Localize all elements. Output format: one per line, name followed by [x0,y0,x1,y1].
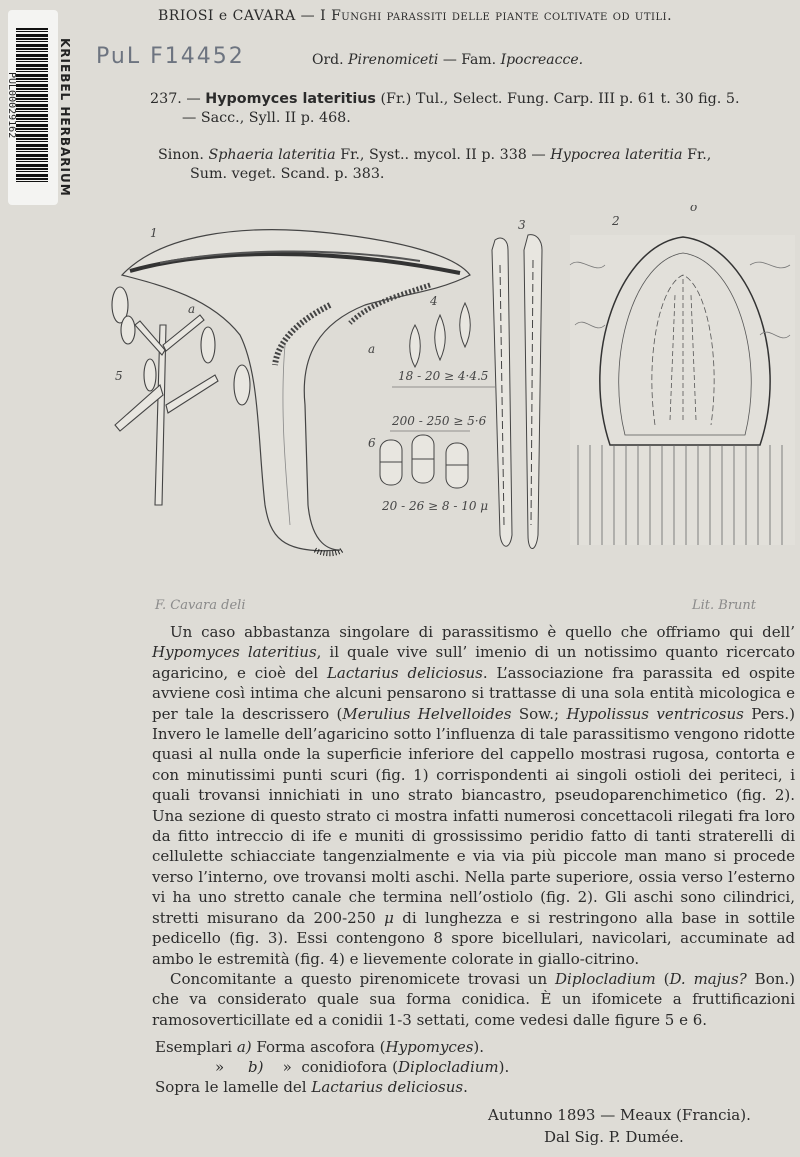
synonym-1-citation: Fr., Syst.. mycol. II p. 338 — [340,147,546,163]
text-run: , il quale vive sull’ imenio di un notissimo quanto ricercato agaricino, e cioè del [152,643,795,682]
italic-run: D. majus? [669,969,747,988]
ditto-mark-1: » [215,1058,225,1076]
synonyms [158,146,794,184]
species-name: Hypomyces lateritius [205,91,376,107]
specimen-b-close: ). [498,1058,510,1076]
header-title: — I Funghi parassiti delle piante coltivate od utili. [300,8,673,24]
host-label: Sopra le lamelle del [155,1078,307,1096]
asci-fig3 [492,235,542,549]
header-authors: BRIOSI e CAVARA [158,8,296,24]
specimen-a-genus: Hypomyces [385,1038,474,1056]
handwritten-code: PuL F14452 [96,44,245,69]
exsiccata-label: Esemplari [155,1038,233,1056]
credit-left: F. Cavara deli [155,598,246,613]
fig-label-a2: a [368,342,376,356]
herbarium-name: KRIEBEL HERBARIUM [58,38,72,197]
fig-label-4: 4 [430,294,438,308]
italic-run: μ [384,908,394,927]
fig-label-o: o [690,205,698,214]
exsiccata [155,1037,509,1097]
ord-label: Ord. [312,52,344,68]
specimen-b-letter: b) [248,1058,264,1076]
specimen-a-letter: a) [236,1038,252,1056]
collection-date-place: Autunno 1893 — Meaux (Francia). [488,1106,751,1124]
italic-run: Hypolissus ventricosus [566,704,744,723]
synonym-2-source: Sum. veget. Scand. p. 383. [190,166,385,182]
measurement-fig3: 200 - 250 ≥ 5·6 [392,414,487,428]
collector: Dal Sig. P. Dumée. [544,1128,684,1146]
conidia-fig6 [380,435,468,488]
text-run: Bon.) che va considerato quale sua forma conidica. È un ifomicete a fruttificazioni ramosoverticillate ed a conidii 1-3 settati, come vedesi dalle figure 5 e 6. [152,969,796,1029]
order-name: Pirenomiceti [348,52,439,68]
host-name: Lactarius deliciosus [311,1078,464,1096]
spores-fig4 [410,303,471,367]
barcode-number: PUL00029162 [6,72,17,139]
fig-label-6: 6 [368,436,376,450]
botanical-plate [100,205,800,610]
text-run: Sow.; [511,704,567,723]
citation-2: — Sacc., Syll. II p. 468. [182,110,351,126]
specimen-b-form: conidiofora ( [301,1058,398,1076]
fig-label-5: 5 [115,369,123,383]
fig-label-3: 3 [518,218,526,232]
barcode-label [8,10,58,205]
text-run: Pers.) Invero le lamelle dell’agaricino sotto l’influenza di tale parassitismo vengono ridotte quasi al nulla onde la superficie inferiore del cappello mostrasi rugosa, contorta e con minutissimi punti scuri (fig. 1) corrispondenti ai singoli ostioli dei peritecі, i quali trovansi innichiati in uno strato biancastro, pseudoparenchimetico (fig. 2). Una sezione di questo strato ci mostra infatti numerosi concettacoli rilegati fra loro da fitto intreccio di ife e muniti di grossissimo peridio fatto di tanti straterelli di cellulette schiacciate tangenzialmente e via via più piccole man mano si procede verso l’interno, ove trovansi molti aschi. Nella parte superiore, ossia verso l’esterno vi ha uno stretto canale che termina nell’ostiolo (fig. 2). Gli aschi sono cilindrici, stretti misurano da 200-250 [152,704,795,927]
measurement-fig6: 20 - 26 ≥ 8 - 10 μ [382,499,489,513]
text-run: ( [655,969,670,988]
text-run: . L’associazione fra parassita ed ospite avviene così intima che alcuni pensarono si trattasse di una sola entità micologica e per tale la descrissero ( [152,663,795,723]
entry-dash: — [186,91,201,107]
description-text [152,622,795,1030]
barcode-icon [16,28,48,183]
italic-run: Diplocladium [555,969,656,988]
paragraph-1 [152,622,795,969]
ditto-mark-2: » [282,1058,292,1076]
measurement-fig4: 18 - 20 ≥ 4·4.5 [398,369,489,383]
fig-label-1: 1 [150,226,158,240]
synonym-2: Hypocrea lateritia [550,147,683,163]
fig-label-2: 2 [612,214,620,228]
locality [488,1104,751,1148]
specimen-b-genus: Diplocladium [397,1058,499,1076]
credit-right: Lit. Brunt [692,598,757,613]
italic-run: Merulius Helvelloides [342,704,512,723]
species-entry [150,90,790,128]
text-run: Concomitante a questo pirenomicete trovasi un [170,969,556,988]
classification [312,52,583,68]
specimen-a-close: ). [473,1038,485,1056]
perithecium-section-fig2 [570,235,795,545]
specimen-a-form: Forma ascofora ( [256,1038,386,1056]
host-period: . [463,1078,468,1096]
text-run: di lunghezza e si restringono alla base in sottile pedicello (fig. 3). Essi contengono 8 spore bicellulari, navicolari, accuminate ad ambo le estremità (fig. 4) e lievemente colorate in giallo-citrino. [152,908,796,968]
citation-1: (Fr.) Tul., Select. Fung. Carp. III p. 61 t. 30 fig. 5. [380,91,740,107]
text-run: Un caso abbastanza singolare di parassitismo è quello che offriamo qui dell’ [170,623,795,641]
family-name: Ipocreacce. [500,52,584,68]
synonym-2-citation: Fr., [687,147,712,163]
fam-label: — Fam. [442,52,497,68]
synonyms-label: Sinon. [158,147,204,163]
italic-run: Lactarius deliciosus [326,663,483,682]
paragraph-2 [152,969,795,1030]
italic-run: Hypomyces lateritius [152,643,317,662]
synonym-1: Sphaeria lateritia [208,147,336,163]
page-header [158,8,672,24]
entry-number: 237. [150,91,182,107]
fig-label-a1: a [188,302,196,316]
